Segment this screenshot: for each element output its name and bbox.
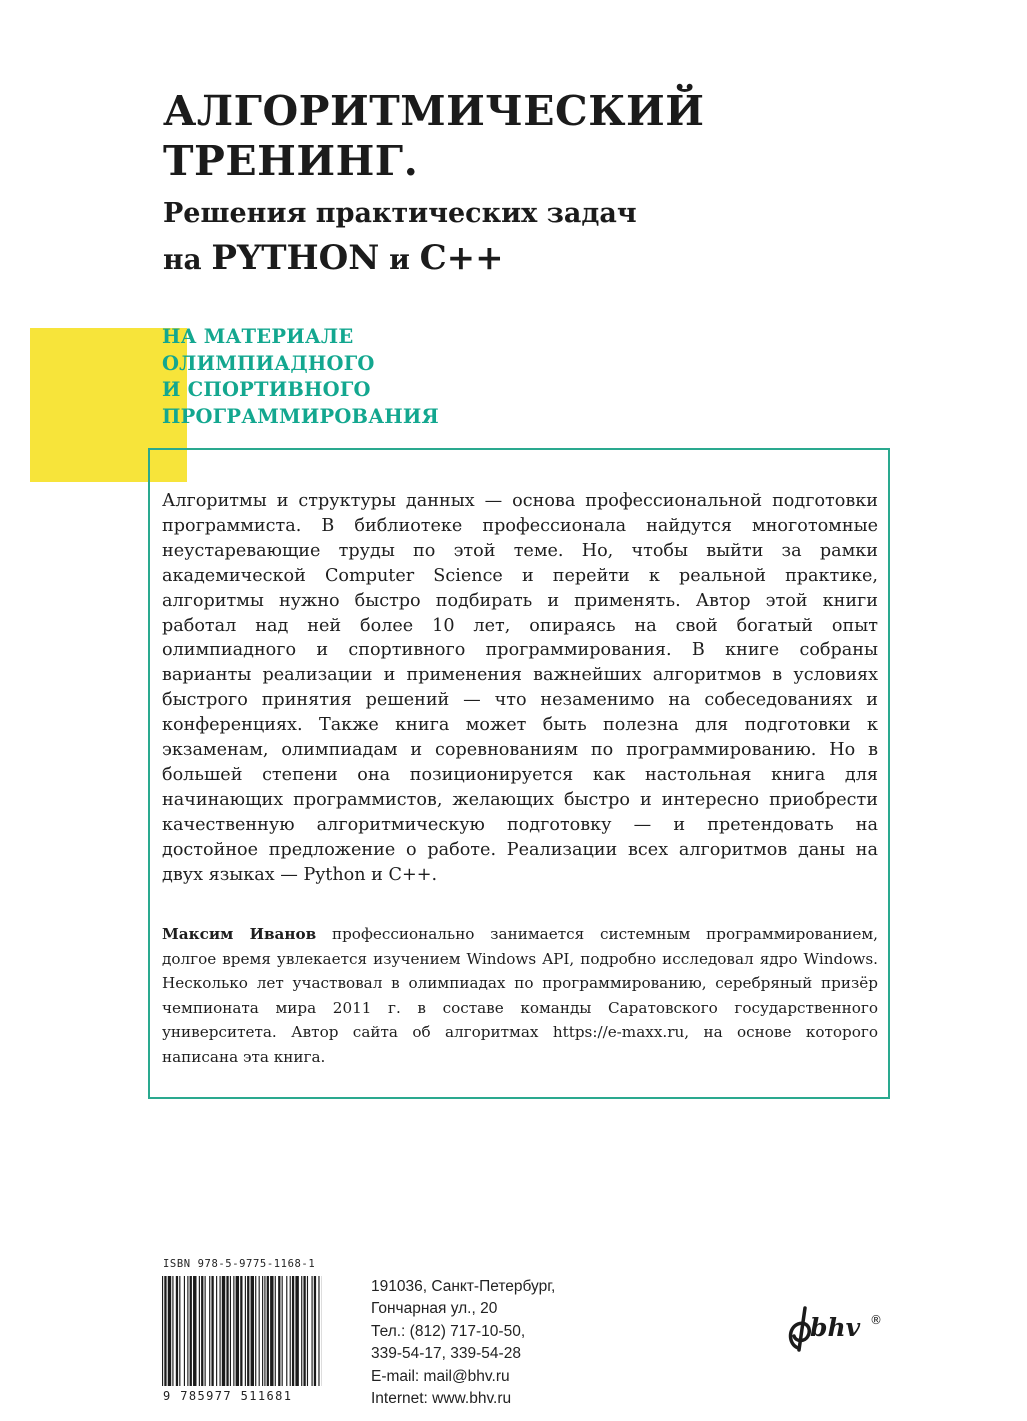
title-line-2: ТРЕНИНГ. xyxy=(163,137,419,185)
registered-mark: ® xyxy=(870,1313,882,1327)
address-line: Internet: www.bhv.ru xyxy=(371,1390,512,1408)
tagline-line: И СПОРТИВНОГО xyxy=(162,378,371,401)
author-bio xyxy=(162,922,878,1069)
tagline-line: ПРОГРАММИРОВАНИЯ xyxy=(162,404,439,428)
title-line-1: АЛГОРИТМИЧЕСКИЙ xyxy=(163,87,705,135)
barcode-bar xyxy=(205,1276,206,1386)
barcode-bar xyxy=(240,1276,242,1386)
barcode-bar xyxy=(176,1276,178,1386)
barcode-bar xyxy=(303,1276,305,1386)
barcode-bar xyxy=(282,1276,283,1386)
book-subtitle xyxy=(163,192,783,283)
tagline-line: ОЛИМПИАДНОГО xyxy=(162,351,375,375)
publisher-address xyxy=(371,1276,555,1410)
barcode-bar xyxy=(168,1276,171,1386)
author-name: Максим Иванов xyxy=(162,925,317,943)
tagline xyxy=(162,324,562,430)
barcode-bar xyxy=(199,1276,200,1386)
barcode-bar xyxy=(230,1276,231,1386)
barcode-bar xyxy=(211,1276,213,1386)
barcode-bar xyxy=(301,1276,302,1386)
barcode-bar xyxy=(259,1276,260,1386)
barcode-bar xyxy=(236,1276,239,1386)
address-line: 191036, Санкт-Петербург, xyxy=(371,1278,556,1295)
address-line: Гончарная ул., 20 xyxy=(371,1300,498,1318)
barcode-bar xyxy=(201,1276,203,1386)
barcode-bar xyxy=(193,1276,196,1386)
barcode-bar xyxy=(264,1276,265,1386)
barcode-bar xyxy=(275,1276,276,1386)
barcode-bar xyxy=(245,1276,246,1386)
barcode-bar xyxy=(187,1276,188,1386)
barcode-bar xyxy=(233,1276,234,1386)
subtitle-cpp: C++ xyxy=(419,238,504,278)
address-line: 339-54-17, 339-54-28 xyxy=(371,1345,521,1363)
barcode-bar xyxy=(292,1276,294,1386)
subtitle-python: PYTHON xyxy=(211,238,380,278)
barcode-digits: 9 785977 511681 xyxy=(163,1389,293,1403)
barcode-bar xyxy=(295,1276,298,1386)
tagline-line: НА МАТЕРИАЛЕ xyxy=(162,325,354,348)
barcode-bar xyxy=(278,1276,280,1386)
barcode-bar xyxy=(220,1276,221,1386)
barcode-bar xyxy=(190,1276,192,1386)
barcode-bar xyxy=(251,1276,254,1386)
barcode-bar xyxy=(314,1276,316,1386)
barcode-bar xyxy=(247,1276,249,1386)
address-line: Тел.: (812) 717-10-50, xyxy=(371,1322,526,1340)
barcode-bar xyxy=(184,1276,185,1386)
barcode-bar xyxy=(216,1276,217,1386)
address-line: E-mail: mail@bhv.ru xyxy=(371,1367,510,1385)
barcode-bar xyxy=(222,1276,225,1386)
isbn-label: ISBN 978-5-9775-1168-1 xyxy=(163,1258,316,1270)
subtitle-na: на xyxy=(163,243,212,276)
barcode-bar xyxy=(164,1276,166,1386)
barcode-bar xyxy=(312,1276,313,1386)
subtitle-line-1: Решения практических задач xyxy=(163,198,637,229)
bhv-logo xyxy=(784,1300,884,1360)
barcode-bar xyxy=(172,1276,173,1386)
barcode-bar xyxy=(209,1276,210,1386)
barcode-bar xyxy=(267,1276,269,1386)
barcode-bar xyxy=(270,1276,273,1386)
barcode-bar xyxy=(255,1276,256,1386)
barcode-bar xyxy=(226,1276,228,1386)
bhv-logo-text: bhv xyxy=(810,1313,861,1342)
subtitle-i: и xyxy=(379,243,420,276)
barcode-bar xyxy=(290,1276,291,1386)
barcode-bar xyxy=(162,1276,163,1386)
book-title xyxy=(163,86,783,283)
barcode-bar xyxy=(318,1276,319,1386)
title-main xyxy=(163,86,783,186)
barcode-bar xyxy=(262,1276,263,1386)
barcode-image xyxy=(162,1276,322,1386)
book-description: Алгоритмы и структуры данных — основа профессиональной подготовки программиста. В библиотеке профессионала найдутся многотомные неустаревающие труды по этой теме. Но, чтобы выйти за рамки академической Computer Science и перейти к реальной практике, алгоритмы нужно быстро подбирать и применять. Автор этой книги работал над ней более 10 лет, опираясь на свой богатый опыт олимпиадного и спортивного программирования. В книге собраны варианты реализации и применения важнейших алгоритмов в условиях быстрого принятия решений — что незаменимо на собеседованиях и конференциях. Также книга может быть полезна для подготовки к экзаменам, олимпиадам и соревнованиям по программированию. Но в большей степени она позиционируется как настольная книга для начинающих программистов, желающих быстро и интересно приобрести качественную алгоритмическую подготовку — и претендовать на достойное предложение о работе. Реализации всех алгоритмов даны на двух языках — Python и C++. xyxy=(162,491,878,885)
barcode-bar xyxy=(286,1276,287,1386)
barcode-bar xyxy=(307,1276,308,1386)
barcode-bar xyxy=(179,1276,180,1386)
author-bio-text: профессионально занимается системным программированием, долгое время увлекается изучением Windows API, подробно исследовал ядро Windows. Несколько лет участвовал в олимпиадах по программированию, серебряный призёр чемпионата мира 2011 г. в составе команды Саратовского государственного университета. Автор сайта об алгоритмах https://e-maxx.ru, на основе которого написана эта книга. xyxy=(162,925,878,1066)
